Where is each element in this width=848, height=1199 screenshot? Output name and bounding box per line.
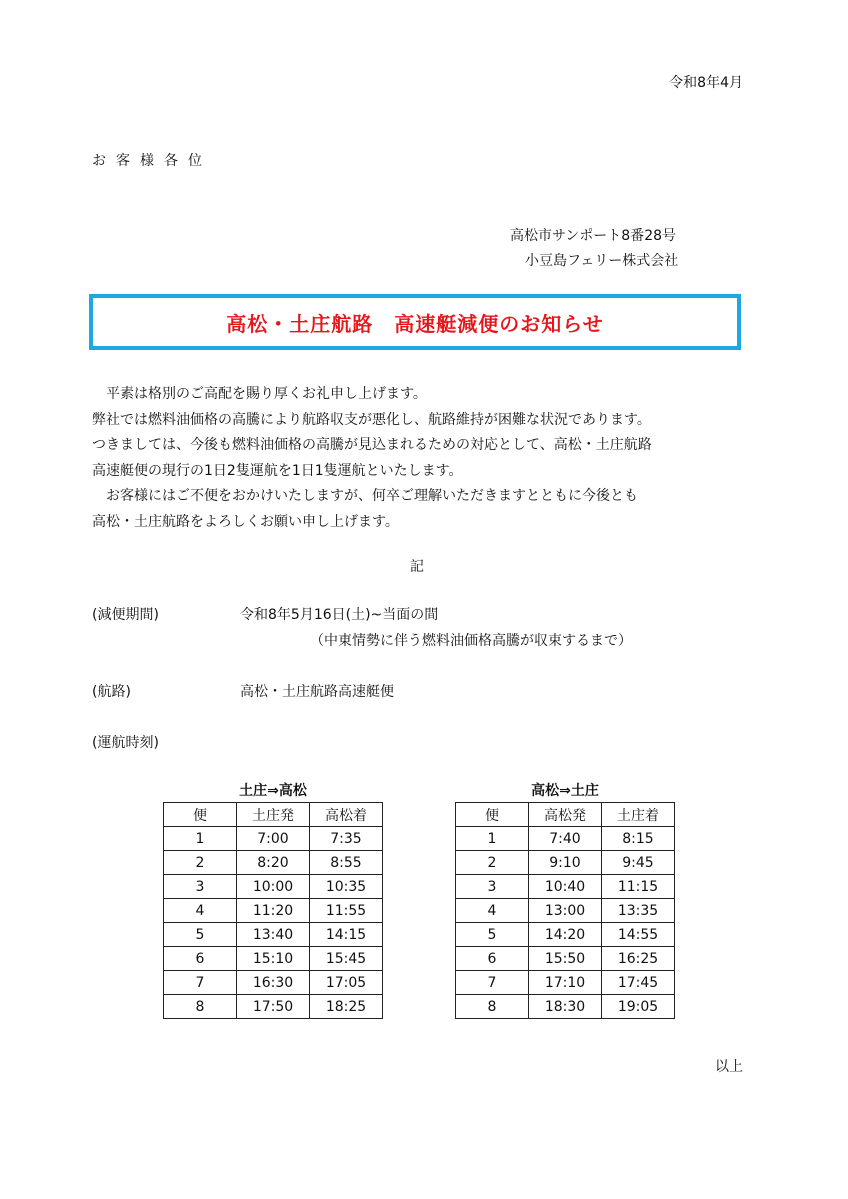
table-row <box>456 827 675 851</box>
table-row <box>164 875 383 899</box>
table-cell: 11:20 <box>237 899 310 923</box>
table-cell: 7 <box>456 971 529 995</box>
table-cell: 11:55 <box>310 899 383 923</box>
table-cell: 8:55 <box>310 851 383 875</box>
table-cell: 7:35 <box>310 827 383 851</box>
body-line: 平素は格別のご高配を賜り厚くお礼申し上げます。 <box>92 386 427 402</box>
table-cell: 2 <box>164 851 237 875</box>
table-cell: 3 <box>164 875 237 899</box>
table-title-takamatsu-tonosho: 高松⇒土庄 <box>531 783 599 799</box>
table-cell: 7:40 <box>529 827 602 851</box>
table-row <box>456 995 675 1019</box>
table-cell: 16:30 <box>237 971 310 995</box>
body-line: 高速艇便の現行の1日2隻運航を1日1隻運航といたします。 <box>92 462 463 479</box>
table-cell: 15:45 <box>310 947 383 971</box>
table-cell: 11:15 <box>602 875 675 899</box>
table-cell: 17:45 <box>602 971 675 995</box>
table-cell: 15:50 <box>529 947 602 971</box>
schedule-label: (運航時刻) <box>92 735 159 751</box>
table-row <box>456 899 675 923</box>
ki-heading: 記 <box>410 559 424 575</box>
table-cell: 14:55 <box>602 923 675 947</box>
header-cell: 高松着 <box>310 803 383 827</box>
page-title: 高松・土庄航路 高速艇減便のお知らせ <box>226 311 604 336</box>
table-cell: 17:10 <box>529 971 602 995</box>
table-row <box>164 971 383 995</box>
body-line: お客様にはご不便をおかけいたしますが、何卒ご理解いただきますとともに今後とも <box>92 488 638 504</box>
table-cell: 17:50 <box>237 995 310 1019</box>
table-cell: 4 <box>456 899 529 923</box>
table-row <box>456 851 675 875</box>
route-value: 高松・土庄航路高速艇便 <box>240 684 394 700</box>
table-cell: 6 <box>456 947 529 971</box>
table-cell: 8 <box>164 995 237 1019</box>
table-header-row <box>164 803 383 827</box>
period-label: (減便期間) <box>92 607 159 623</box>
table-cell: 15:10 <box>237 947 310 971</box>
body-line: 高松・土庄航路をよろしくお願い申し上げます。 <box>92 513 399 530</box>
table-row <box>456 947 675 971</box>
table-cell: 13:00 <box>529 899 602 923</box>
timetable-tonosho-takamatsu <box>163 802 383 1019</box>
table-cell: 14:20 <box>529 923 602 947</box>
table-cell: 8:15 <box>602 827 675 851</box>
header-cell: 土庄発 <box>237 803 310 827</box>
table-cell: 7:00 <box>237 827 310 851</box>
table-row <box>456 923 675 947</box>
table-cell: 5 <box>164 923 237 947</box>
table-cell: 16:25 <box>602 947 675 971</box>
table-row <box>164 899 383 923</box>
table-cell: 3 <box>456 875 529 899</box>
header-cell: 便 <box>456 803 529 827</box>
table-cell: 13:40 <box>237 923 310 947</box>
table-cell: 17:05 <box>310 971 383 995</box>
table-cell: 7 <box>164 971 237 995</box>
table-row <box>456 875 675 899</box>
timetable-takamatsu-tonosho <box>455 802 675 1019</box>
table-cell: 10:35 <box>310 875 383 899</box>
period-note: （中東情勢に伴う燃料油価格高騰が収束するまで） <box>310 633 632 649</box>
table-cell: 9:10 <box>529 851 602 875</box>
table-cell: 1 <box>456 827 529 851</box>
table-row <box>164 923 383 947</box>
table-cell: 1 <box>164 827 237 851</box>
header-cell: 土庄着 <box>602 803 675 827</box>
sender-address: 高松市サンポート8番28号 <box>510 228 677 244</box>
header-cell: 便 <box>164 803 237 827</box>
sender-company: 小豆島フェリー株式会社 <box>525 253 679 269</box>
table-cell: 6 <box>164 947 237 971</box>
body-text <box>92 382 652 535</box>
closing-text: 以上 <box>715 1059 743 1075</box>
header-cell: 高松発 <box>529 803 602 827</box>
table-cell: 18:25 <box>310 995 383 1019</box>
table-row <box>456 971 675 995</box>
table-cell: 9:45 <box>602 851 675 875</box>
table-title-tonosho-takamatsu: 土庄⇒高松 <box>239 783 307 799</box>
table-cell: 10:00 <box>237 875 310 899</box>
table-cell: 5 <box>456 923 529 947</box>
body-line: つきましては、今後も燃料油価格の高騰が見込まれるための対応として、高松・土庄航路 <box>92 437 652 453</box>
table-header-row <box>456 803 675 827</box>
body-line: 弊社では燃料油価格の高騰により航路収支が悪化し、航路維持が困難な状況であります。 <box>92 411 651 428</box>
table-cell: 13:35 <box>602 899 675 923</box>
table-cell: 2 <box>456 851 529 875</box>
table-row <box>164 947 383 971</box>
greeting: お客様各位 <box>92 153 212 169</box>
table-row <box>164 851 383 875</box>
table-row <box>164 995 383 1019</box>
table-cell: 8:20 <box>237 851 310 875</box>
table-cell: 8 <box>456 995 529 1019</box>
title-box <box>89 294 741 350</box>
period-value: 令和8年5月16日(土)~当面の間 <box>240 607 439 623</box>
table-cell: 14:15 <box>310 923 383 947</box>
table-cell: 4 <box>164 899 237 923</box>
table-cell: 10:40 <box>529 875 602 899</box>
document-date: 令和8年4月 <box>669 75 743 91</box>
table-row <box>164 827 383 851</box>
table-cell: 18:30 <box>529 995 602 1019</box>
route-label: (航路) <box>92 684 131 700</box>
table-cell: 19:05 <box>602 995 675 1019</box>
